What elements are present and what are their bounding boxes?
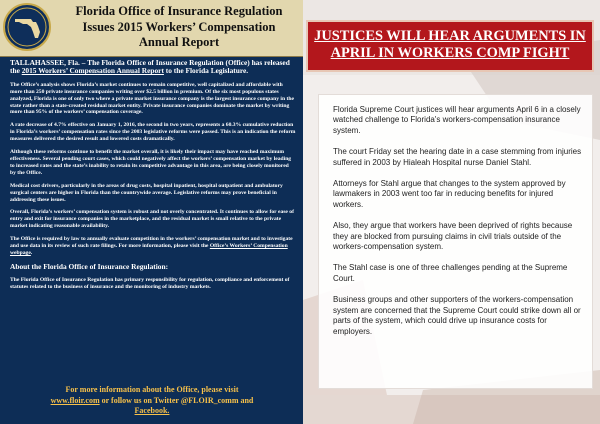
dateline-separator: – [79,58,88,67]
facebook-link[interactable]: Facebook. [134,406,170,415]
about-heading: About the Florida Office of Insurance Regulation: [10,261,169,271]
body-paragraph: Medical cost drivers, particularly in the areas of drug costs, hospital inpatient, hospital outpatient and ambulatory surgical centers are higher in Florida than the countrywide average. Legislative reforms may prove beneficial in addressing these issues. [10,182,283,203]
workers-comp-webpage-link[interactable]: Office’s Workers’ Compensation webpage [10,243,288,256]
article-paragraph: The Stahl case is one of three challenges pending at the Supreme Court. [333,263,568,283]
article-paragraph: Business groups and other supporters of the workers-compensation system are concerned that the Supreme Court could strike down all or parts of the system, which could drive up insurance costs for employers. [333,295,581,336]
dateline-tail: to the Florida Legislature. [163,66,249,76]
footer-links-line [12,396,292,407]
contact-footer [12,385,292,417]
annual-report-link[interactable]: 2015 Workers’ Compensation Annual Report [21,66,164,76]
body-paragraph: A rate decrease of 4.7% effective on January 1, 2016, the second in two years, represents a 60.3% cumulative reduction in Florida’s workers’ compensation rates since the 2003 legislative reforms were passed. This is an indication the reform measures delivered the desired result and lowered costs dramatically. [10,122,296,143]
news-headline-banner [306,20,594,72]
body-paragraph: Overall, Florida’s workers’ compensation system is robust and not overly concentrated. It continues to allow for ease of entry and exit for insurance companies in the marketplace, and the residual market is small relative to the private market indicating reasonable availability. [10,209,294,230]
body-paragraph: Although these reforms continue to benefit the market overall, it is likely their impact may have reached maximum effectiveness. Several pending court cases, which could negatively affect the workers’ compensation market by leading to increased rates and the state’s inability to retain its competitive advantage in this area, are being closely monitored by the Office. [10,149,292,176]
footer-line: For more information about the Office, please visit [65,385,239,394]
headline-line-1: JUSTICES WILL HEAR ARGUMENTS IN [314,28,586,44]
news-article-card [318,94,593,389]
dateline-text: The Florida Office of Insurance Regulation (Office) has released the [10,58,290,76]
florida-seal-icon [3,3,51,51]
website-link[interactable]: www.floir.com [50,395,100,405]
about-text: The Florida Office of Insurance Regulation has primary responsibility for regulation, compliance and enforcement of statutes related to the business of insurance and the monitoring of industry markets. [10,277,290,291]
headline-line-2: APRIL IN WORKERS COMP FIGHT [330,45,570,61]
news-headline [308,28,592,62]
body-paragraph [10,236,296,257]
page-title [56,4,302,51]
title-line-3: Annual Report [138,35,220,49]
body-paragraph-tail: . [30,249,33,256]
dateline-place: TALLAHASSEE, Fla. [10,58,80,67]
title-line-2: Issues 2015 Workers’ Compensation [82,19,276,34]
article-paragraph: Florida Supreme Court justices will hear arguments April 6 in a closely watched challenge to Florida's workers-compensation insurance system. [333,105,581,135]
body-paragraph-text: The Office is required by law to annually evaluate competition in the workers’ compensation market and to investigate and use data in its review of such rate filings. For more information, please visit the [10,236,293,250]
article-paragraph: The court Friday set the hearing date in a case stemming from injuries suffered in 2003 by Hialeah Hospital nurse Daniel Stahl. [333,147,582,167]
article-paragraph: Also, they argue that workers have been deprived of rights because they are blocked from pursuing claims in civil trials outside of the workers-compensation system. [333,221,573,252]
title-line-1: Florida Office of Insurance Regulation [75,4,283,18]
body-paragraph: The Office’s analysis shows Florida’s market continues to remain competitive, well capitalized and affordable with more than 250 private insurance companies writing over $2.5 billion in premium. Of the six most populous states analyzed, Florida is one of only two where a private market insurance company is the largest insurance company in the state rather than a state-created residual market entity. Private insurance companies dominate the market by writing more than 95% of the workers’ compensation coverage. [10,81,294,116]
article-paragraph: Attorneys for Stahl argue that changes to the system approved by lawmakers in 2003 went too far in reducing benefits for injured workers. [333,179,566,209]
news-article-body [333,105,583,348]
press-release-body [10,59,296,297]
dateline-paragraph [10,59,296,76]
footer-twitter-text: or follow us on Twitter @FLOIR_comm and [99,395,254,405]
press-release-header [0,0,303,57]
